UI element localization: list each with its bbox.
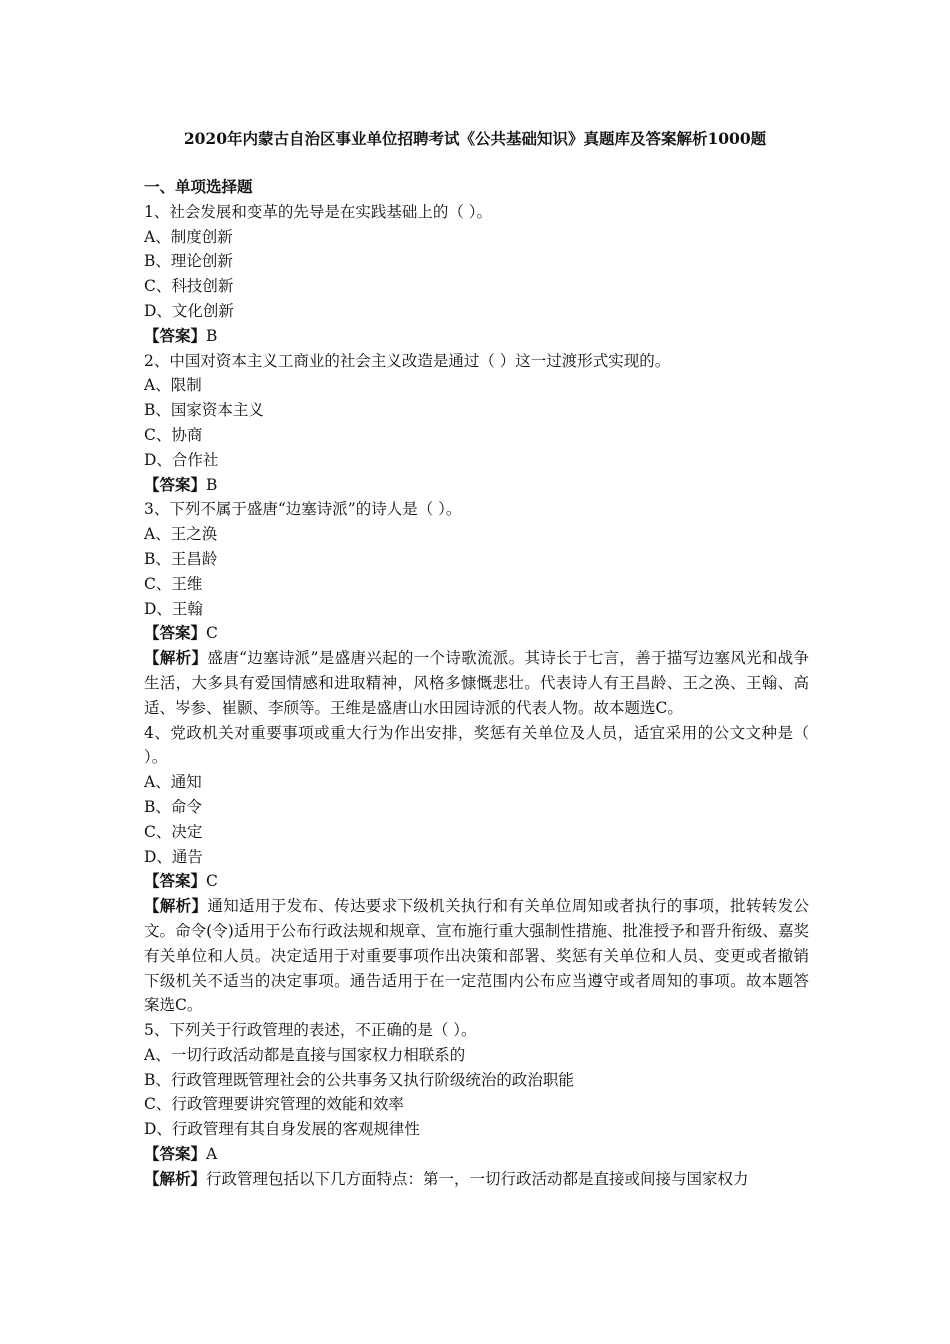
question-1-option-d: D、文化创新 bbox=[144, 301, 234, 320]
document-title: 2020年内蒙古自治区事业单位招聘考试《公共基础知识》真题库及答案解析1000题 bbox=[183, 129, 767, 148]
question-4-option-b: B、命令 bbox=[144, 797, 202, 816]
answer-value: C bbox=[206, 624, 218, 643]
answer-label: 【答案】 bbox=[144, 871, 207, 891]
answer-value: B bbox=[206, 475, 218, 494]
question-2-option-a: A、限制 bbox=[144, 376, 202, 395]
answer-value: C bbox=[206, 872, 218, 891]
question-3-option-b: B、王昌龄 bbox=[144, 549, 218, 568]
question-3-stem: 3、下列不属于盛唐“边塞诗派”的诗人是（ ）。 bbox=[144, 500, 462, 519]
question-4-stem: 4、党政机关对重要事项或重大行为作出安排，奖惩有关单位及人员，适宜采用的公文文种是（ ）。 bbox=[144, 723, 809, 767]
question-1-option-b: B、理论创新 bbox=[144, 252, 233, 271]
answer-value: A bbox=[206, 1145, 218, 1164]
question-3-option-d: D、王翰 bbox=[144, 599, 203, 618]
answer-label: 【答案】 bbox=[144, 1144, 207, 1164]
question-5-stem: 5、下列关于行政管理的表述，不正确的是（ ）。 bbox=[144, 1021, 477, 1040]
answer-label: 【答案】 bbox=[144, 474, 207, 494]
question-5-option-c: C、行政管理要讲究管理的效能和效率 bbox=[144, 1095, 404, 1114]
analysis-text: 盛唐“边塞诗派”是盛唐兴起的一个诗歌流派。其诗长于七言，善于描写边塞风光和战争生活，大多具有爱国情感和进取精神，风格多慷慨悲壮。代表诗人有王昌龄、王之涣、王翰、高适、岑参、崔颢、李颀等。王维是盛唐山水田园诗派的代表人物。故本题选C。 bbox=[144, 649, 809, 717]
question-2-answer bbox=[144, 473, 809, 498]
question-2-option-c: C、协商 bbox=[144, 425, 203, 444]
analysis-label: 【解析】 bbox=[144, 1168, 207, 1188]
analysis-text: 行政管理包括以下几方面特点：第一，一切行政活动都是直接或间接与国家权力 bbox=[206, 1169, 749, 1188]
question-1-answer bbox=[144, 324, 809, 349]
question-1-option-a: A、制度创新 bbox=[144, 227, 233, 246]
question-3-answer bbox=[144, 621, 809, 646]
question-5-option-a: A、一切行政活动都是直接与国家权力相联系的 bbox=[144, 1045, 466, 1064]
question-5-analysis bbox=[144, 1167, 809, 1192]
question-1-option-c: C、科技创新 bbox=[144, 277, 234, 296]
answer-value: B bbox=[206, 326, 218, 345]
question-4-answer bbox=[144, 869, 809, 894]
question-5-option-d: D、行政管理有其自身发展的客观规律性 bbox=[144, 1120, 420, 1139]
section-heading: 一、单项选择题 bbox=[144, 177, 253, 196]
question-2-option-b: B、国家资本主义 bbox=[144, 401, 264, 420]
document-body bbox=[144, 175, 809, 1192]
analysis-text: 通知适用于发布、传达要求下级机关执行和有关单位周知或者执行的事项，批转转发公文。命令(令)适用于公布行政法规和规章、宣布施行重大强制性措施、批准授予和晋升衔级、嘉奖有关单位和人员。决定适用于对重要事项作出决策和部署、奖惩有关单位和人员、变更或者撤销下级机关不适当的决定事项。通告适用于在一定范围内公布应当遵守或者周知的事项。故本题答案选C。 bbox=[144, 897, 809, 1015]
analysis-label: 【解析】 bbox=[144, 648, 208, 668]
answer-label: 【答案】 bbox=[144, 623, 207, 643]
question-3-option-c: C、王维 bbox=[144, 574, 203, 593]
question-4-option-d: D、通告 bbox=[144, 847, 203, 866]
question-5-option-b: B、行政管理既管理社会的公共事务又执行阶级统治的政治职能 bbox=[144, 1070, 574, 1089]
question-2-stem: 2、中国对资本主义工商业的社会主义改造是通过（ ）这一过渡形式实现的。 bbox=[144, 351, 671, 370]
question-1-stem: 1、社会发展和变革的先导是在实践基础上的（ ）。 bbox=[144, 202, 493, 221]
question-4-option-a: A、通知 bbox=[144, 773, 202, 792]
question-4-analysis bbox=[144, 894, 809, 1018]
question-5-answer bbox=[144, 1142, 809, 1167]
question-4-option-c: C、决定 bbox=[144, 822, 203, 841]
answer-label: 【答案】 bbox=[144, 325, 207, 345]
question-3-option-a: A、王之涣 bbox=[144, 525, 218, 544]
question-2-option-d: D、合作社 bbox=[144, 450, 219, 469]
question-3-analysis bbox=[144, 646, 809, 720]
analysis-label: 【解析】 bbox=[144, 896, 208, 916]
